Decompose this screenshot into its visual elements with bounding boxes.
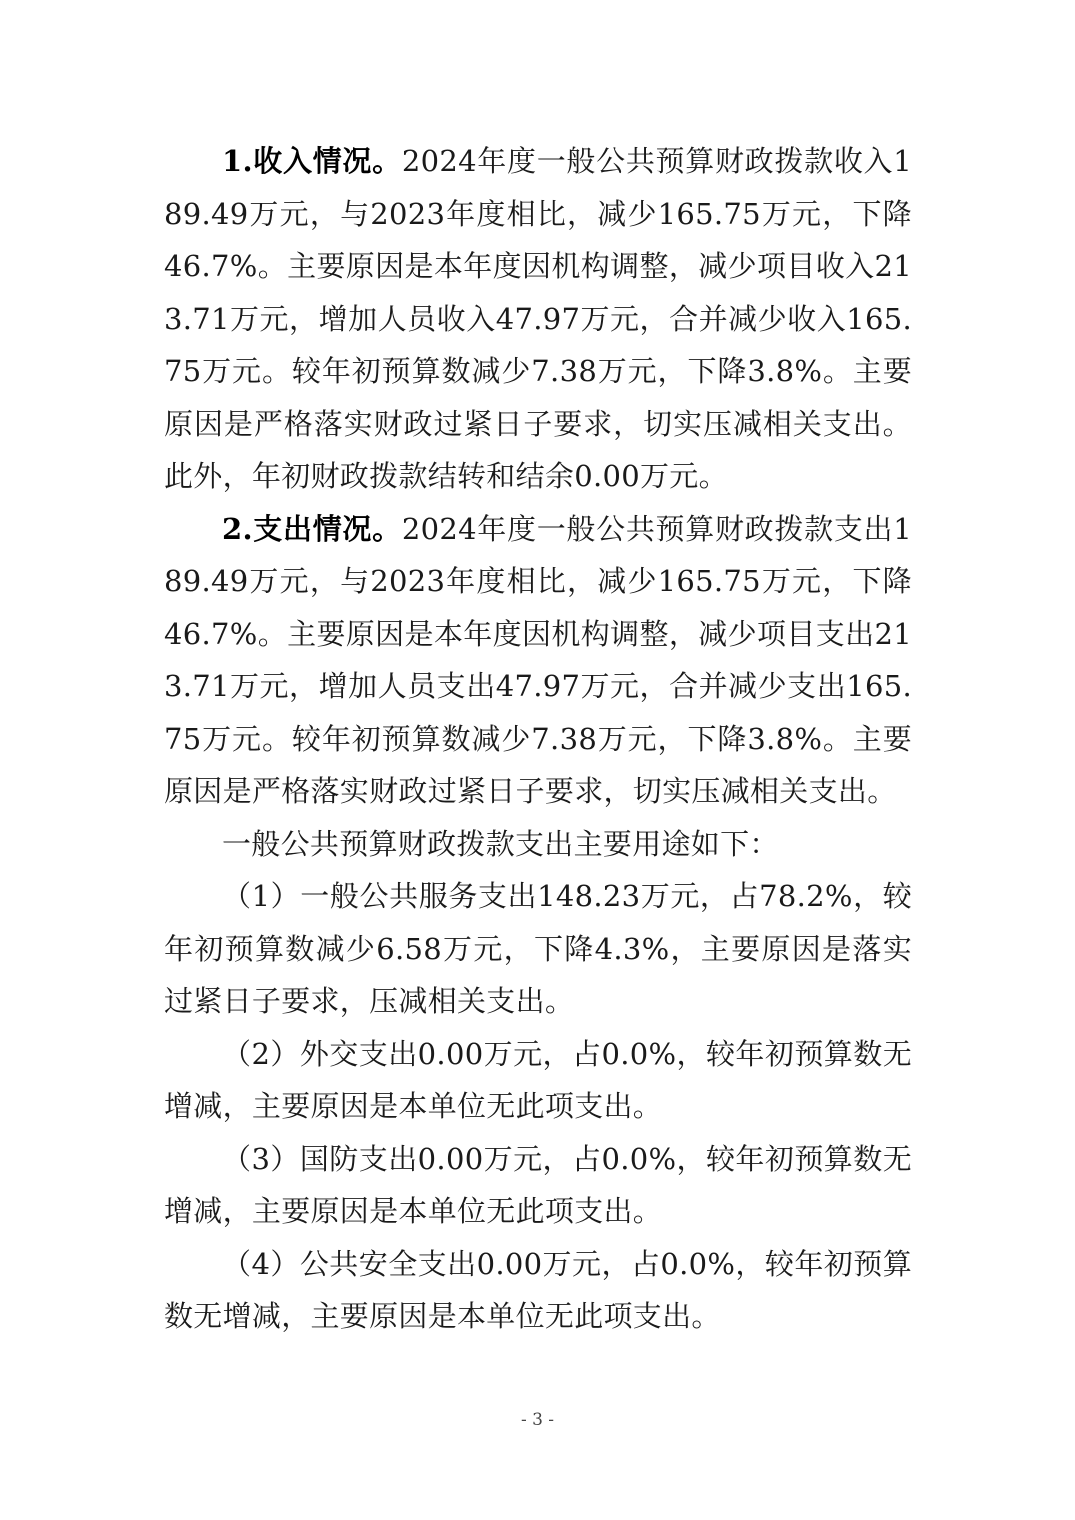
- paragraph-item-3-text: （3）国防支出0.00万元，占0.0%，较年初预算数无增减，主要原因是本单位无此项支出。: [164, 1141, 912, 1228]
- paragraph-income-text: 2024年度一般公共预算财政拨款收入189.49万元，与2023年度相比，减少165.75万元，下降46.7%。主要原因是本年度因机构调整，减少项目收入213.71万元，增加人员收入47.97万元，合并减少收入165.75万元。较年初预算数减少7.38万元，下降3.8%。主要原因是严格落实财政过紧日子要求，切实压减相关支出。此外，年初财政拨款结转和结余0.00万元。: [164, 144, 912, 493]
- section-heading-expenditure: 2.支出情况。: [222, 511, 402, 546]
- section-heading-income: 1.收入情况。: [222, 144, 402, 178]
- paragraph-item-4: [164, 1238, 912, 1343]
- paragraph-item-2: [164, 1028, 912, 1133]
- paragraph-expenditure: [164, 503, 912, 818]
- paragraph-usage-intro: [164, 818, 912, 871]
- paragraph-expenditure-text: 2024年度一般公共预算财政拨款支出189.49万元，与2023年度相比，减少165.75万元，下降46.7%。主要原因是本年度因机构调整，减少项目支出213.71万元，增加人员支出47.97万元，合并减少支出165.75万元。较年初预算数减少7.38万元，下降3.8%。主要原因是严格落实财政过紧日子要求，切实压减相关支出。: [164, 511, 912, 808]
- paragraph-item-1-text: （1）一般公共服务支出148.23万元，占78.2%，较年初预算数减少6.58万元，下降4.3%，主要原因是落实过紧日子要求，压减相关支出。: [164, 879, 912, 1018]
- paragraph-usage-intro-text: 一般公共预算财政拨款支出主要用途如下：: [222, 826, 779, 861]
- paragraph-item-1: [164, 870, 912, 1028]
- paragraph-item-4-text: （4）公共安全支出0.00万元，占0.0%，较年初预算数无增减，主要原因是本单位无此项支出。: [164, 1246, 912, 1333]
- paragraph-item-2-text: （2）外交支出0.00万元，占0.0%，较年初预算数无增减，主要原因是本单位无此项支出。: [164, 1036, 912, 1123]
- page-number: - 3 -: [520, 1410, 555, 1430]
- document-body: [164, 135, 912, 1343]
- paragraph-income: [164, 135, 912, 503]
- paragraph-item-3: [164, 1133, 912, 1238]
